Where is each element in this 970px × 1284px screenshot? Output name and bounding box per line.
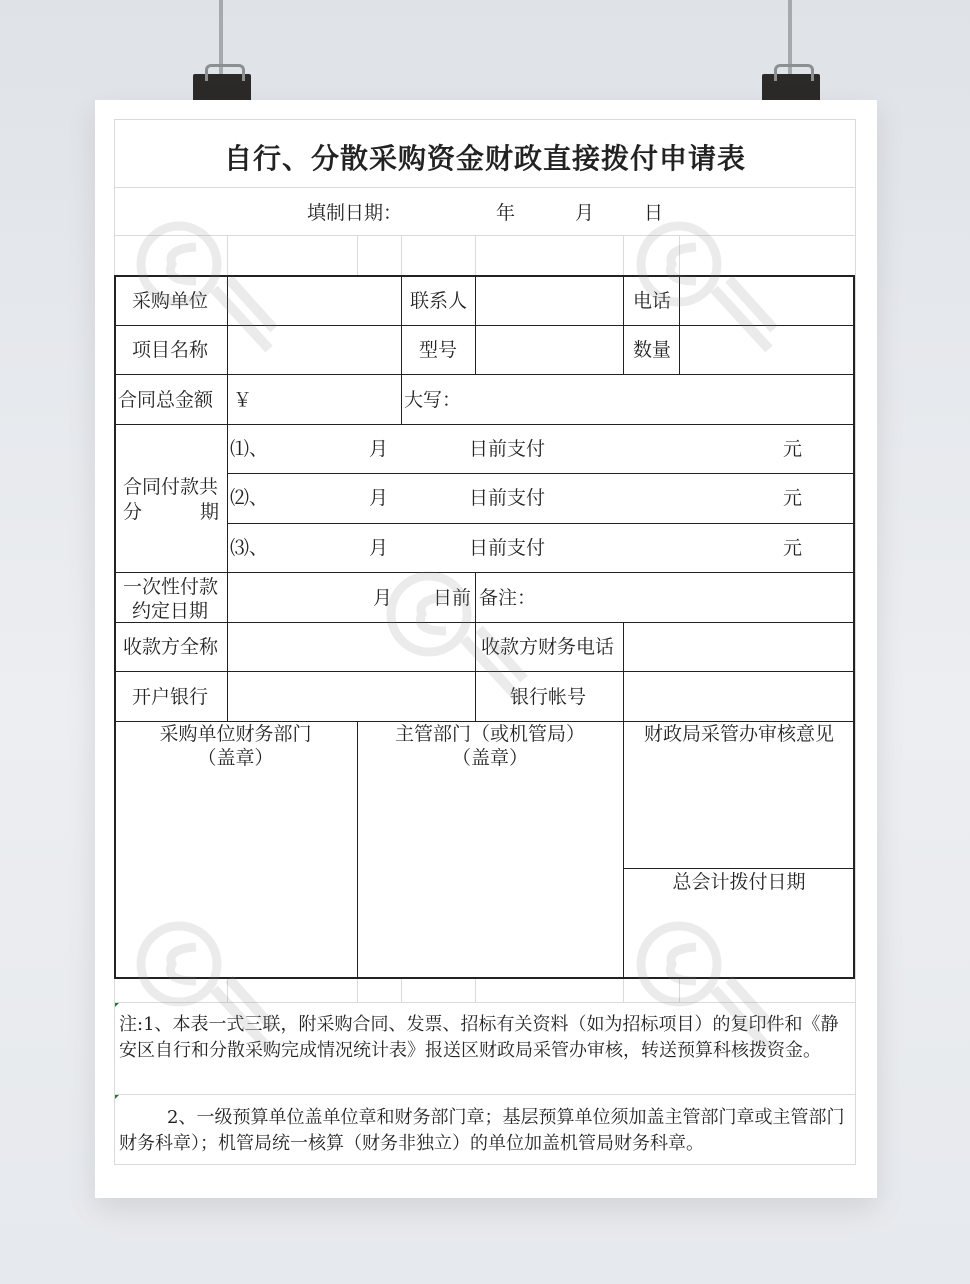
installment-3-unit: 元 [783,537,803,559]
payee-full-name-label: 收款方全称 [123,636,219,658]
installment-1-pay: 日前支付 [469,438,546,460]
row-line [114,325,855,326]
cell-note-marker [115,1003,119,1007]
application-form [114,119,856,1165]
installments-label-line1: 合同付款共 [123,476,219,498]
grid-line [357,235,358,275]
fill-date-label: 填制日期： [307,202,403,224]
installment-1-unit: 元 [783,438,803,460]
grid-line [855,119,856,1165]
remark-label: 备注： [479,587,537,609]
row-line [114,671,855,672]
grid-line [623,979,624,1002]
grid-line [401,235,402,275]
installment-2-pay: 日前支付 [469,487,546,509]
quantity-label: 数量 [633,339,672,361]
row-line [114,572,855,573]
project-name-label: 项目名称 [132,339,209,361]
finance-dept-label: 采购单位财务部门 [159,723,312,745]
installment-1-month: 月 [369,438,389,460]
fill-date-day: 日 [644,202,664,224]
grid-line [475,235,476,275]
installment-3-pay: 日前支付 [469,537,546,559]
bank-name-label: 开户银行 [132,686,209,708]
col-line [623,622,624,721]
row-line [114,622,855,623]
note-2: 2、一级预算单位盖单位章和财务部门章；基层预算单位须加盖主管部门章或主管部门财务科章）；机管局统一核算（财务非独立）的单位加盖机管局财务科章。 [119,1107,845,1154]
contract-total-label: 合同总金额 [118,389,214,411]
form-title: 自行、分散采购资金财政直接拨付申请表 [223,142,746,175]
installment-2-month: 月 [369,487,389,509]
installments-label-fen: 分 [123,501,143,523]
lump-sum-day-before: 日前 [433,587,472,609]
installment-3-index: ⑶、 [230,537,269,559]
grid-line [227,979,228,1002]
table-border [114,977,855,979]
table-border [114,275,855,277]
grid-line [114,1164,856,1165]
grid-line [475,979,476,1002]
grid-line [623,235,624,275]
col-line [475,572,476,721]
installment-2-unit: 元 [783,487,803,509]
row-line [227,473,855,474]
contact-label: 联系人 [410,290,468,312]
grid-line [357,979,358,1002]
table-border [114,275,116,979]
col-line [623,721,624,979]
grid-line [114,119,856,120]
installment-3-month: 月 [369,537,389,559]
capital-amount-label: 大写： [404,389,462,411]
payee-finance-phone-label: 收款方财务电话 [481,636,615,658]
model-label: 型号 [419,339,458,361]
bank-account-label: 银行帐号 [510,686,587,708]
grid-line [114,235,856,236]
installments-label-qi: 期 [200,501,220,523]
row-line [623,868,855,869]
col-line [227,275,228,721]
paper-sheet [95,100,877,1198]
lump-sum-month: 月 [373,587,393,609]
grid-line [227,235,228,275]
grid-line [114,187,856,188]
grid-line [114,1094,856,1095]
lump-sum-label-line2: 约定日期 [132,600,209,622]
supervisor-dept-seal: （盖章） [451,747,528,769]
col-line [679,275,680,374]
cell-note-marker [115,1095,119,1099]
lump-sum-label-line1: 一次性付款 [123,576,219,598]
chief-accountant-date-label: 总会计拨付日期 [672,871,806,893]
fill-date-month: 月 [575,202,595,224]
note-1: 注:1、本表一式三联，附采购合同、发票、招标有关资料（如为招标项目）的复印件和《静安区自行和分散采购完成情况统计表》报送区财政局采管办审核，转送预算科核拨资金。 [119,1014,839,1061]
phone-label: 电话 [633,290,672,312]
bureau-opinion-label: 财政局采管办审核意见 [643,723,834,745]
col-line [475,275,476,374]
row-line [227,523,855,524]
purchaser-label: 采购单位 [132,290,209,312]
grid-line [679,979,680,1002]
finance-dept-seal: （盖章） [197,747,274,769]
col-line [623,275,624,374]
yen-symbol: ￥ [233,389,253,411]
row-line [114,374,855,375]
row-line [114,424,855,425]
installment-1-index: ⑴、 [230,438,269,460]
grid-line [114,1002,856,1003]
grid-line [401,979,402,1002]
supervisor-dept-label: 主管部门（或机管局） [394,723,585,745]
fill-date-year: 年 [496,202,516,224]
col-line [401,275,402,424]
grid-line [679,235,680,275]
installment-2-index: ⑵、 [230,487,269,509]
